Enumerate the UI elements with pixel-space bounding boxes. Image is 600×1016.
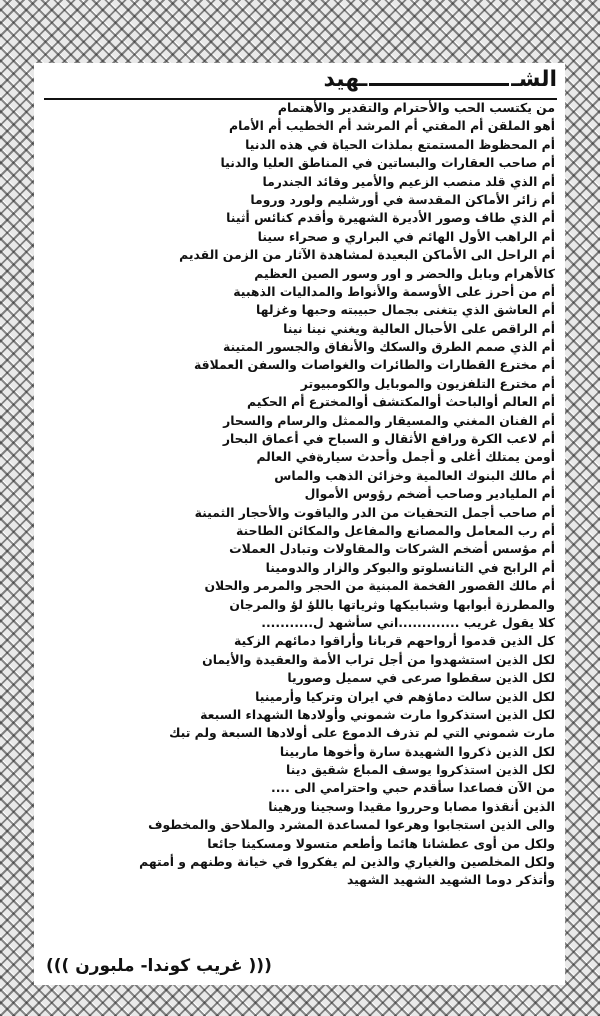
poem-line: أم الرابح في التانسلوتو والبوكر والزار والدومينا — [265, 559, 555, 575]
poem-line: أهو الملقن أم المفتي أم المرشد أم الخطيب أم الأمام — [228, 118, 555, 134]
poem-line: أم لاعب الكرة ورافع الأثقال و السباح في أعماق البحار — [222, 431, 555, 447]
title-stretch-line — [369, 83, 509, 86]
poem-line: كلا يقول غريب .............اني سأشهد ل........... — [261, 614, 555, 630]
poem-line: أم صاحب أجمل التحفيات من الدر والياقوت والأحجار الثمينة — [194, 504, 555, 520]
poem-line: مارت شموني التي لم تذرف الدموع على أولادها السبعة ولم تبك — [169, 725, 555, 741]
poem-line: ولكل من أوى عطشانا هائما وأطعم متسولا ومسكينا جائعا — [207, 835, 555, 851]
poem-line: الذين أنقذوا مصابا وحرروا مقيدا وسجينا ورهينا — [268, 798, 555, 814]
poem-line: أم المليادير وصاحب أضخم رؤوس الأموال — [304, 486, 555, 502]
poem-line: ولكل المخلصين والغياري والذين لم يفكروا في خيانة وطنهم و أمتهم — [139, 854, 555, 870]
page-title — [324, 65, 557, 95]
header — [44, 65, 557, 99]
poem-line: أومن يمتلك أغلى و أجمل وأحدث سيارةفي العالم — [256, 449, 555, 465]
poem-line: لكل الذين استذكروا يوسف المباع شقيق دينا — [286, 762, 555, 778]
poem-line: كل الذين قدموا أرواحهم قربانا وأراقوا دمائهم الزكية — [234, 633, 555, 649]
poem-line: من الآن فصاعدا سأقدم حبي واحترامي الى .... — [271, 780, 555, 796]
poem-line: لكل الذين استشهدوا من أجل تراب الأمة والعقيدة والأيمان — [202, 651, 555, 667]
page-sheet — [34, 63, 565, 985]
poem-line: أم مالك القصور الفخمة المبنية من الحجر والمرمر والحلان — [204, 578, 555, 594]
title-part-start: الشـ — [511, 67, 557, 92]
poem-lines — [74, 99, 555, 890]
poem-line: والى الذين استجابوا وهرعوا لمساعدة المشرد والملاحق والمخطوف — [148, 817, 555, 833]
poem-line: لكل الذين سالت دماؤهم في ايران وتركيا وأرمينيا — [255, 688, 555, 704]
poem-line: من يكتسب الحب والأحترام والتقدير والأهتمام — [277, 100, 555, 115]
poem-line: أم المحظوظ المستمتع بملذات الحياة في هذه الدنيا — [245, 136, 555, 152]
poem-line: أم من أحرز على الأوسمة والأنواط والمداليات الذهبية — [233, 283, 555, 299]
poem-line: أم مخترع التلفزيون والموبايل والكومبيوتر — [300, 375, 555, 391]
poem-line: أم العالم أوالباحث أوالمكتشف أوالمخترع أم الحكيم — [247, 394, 555, 410]
poem-line: والمطرزة أبوابها وشبابيكها وثرياتها باللؤ لؤ والمرجان — [229, 596, 555, 612]
poem-line: أم الفنان المغني والمسيقار والممثل والرسام والسحار — [223, 412, 555, 428]
poem-line: لكل الذين استذكروا مارت شموني وأولادها الشهداء السبعة — [200, 706, 555, 722]
poem-line: كالأهرام وبابل والحضر و اور وسور الصين العظيم — [254, 265, 555, 281]
title-part-end: ـهيد — [323, 67, 368, 92]
poem-line: وأتذكر دوما الشهيد الشهيد الشهيد — [346, 872, 555, 888]
poem-line: أم العاشق الذي يتغنى بجمال حبيبته وحبها وغزلها — [256, 302, 555, 318]
poem-line: أم صاحب العقارات والبساتين في المناطق العليا والدنيا — [220, 155, 555, 171]
poem-line: أم الراقص على الأحبال العالية ويغني نينا نينا — [283, 320, 555, 336]
poem-line: أم الذي قلد منصب الزعيم والأمير وقائد الجندرما — [262, 173, 555, 189]
poem-line: أم الراحل الى الأماكن البعيدة لمشاهدة الآثار من الزمن القديم — [179, 247, 555, 263]
poem-line: أم مؤسس أضخم الشركات والمقاولات وتبادل العملات — [229, 541, 555, 557]
poem-line: أم الراهب الأول الهائم في البراري و صحراء سينا — [257, 228, 555, 244]
poem-line: أم مخترع القطارات والطائرات والغواصات والسفن العملاقة — [194, 357, 555, 373]
poem-line: أم الذي طاف وصور الأديرة الشهيرة وأقدم كنائس أثينا — [226, 210, 555, 226]
poem-line: لكل الذين سقطوا صرعى في سميل وصوريا — [287, 670, 555, 686]
poem-line: أم رب المعامل والمصانع والمفاعل والمكائن الطاحنة — [236, 522, 555, 538]
poem-line: لكل الذين ذكروا الشهيدة سارة وأخوها ماربينا — [279, 743, 555, 759]
poem-line: أم مالك البنوك العالمية وخزائن الذهب والماس — [274, 467, 555, 483]
poem-line: أم الذي صمم الطرق والسكك والأنفاق والجسور المتينة — [222, 339, 555, 355]
poem-line: أم زائر الأماكن المقدسة في أورشليم ولورد وروما — [250, 191, 555, 207]
signature: ((( غريب كوندا- ملبورن ))) — [46, 956, 272, 976]
